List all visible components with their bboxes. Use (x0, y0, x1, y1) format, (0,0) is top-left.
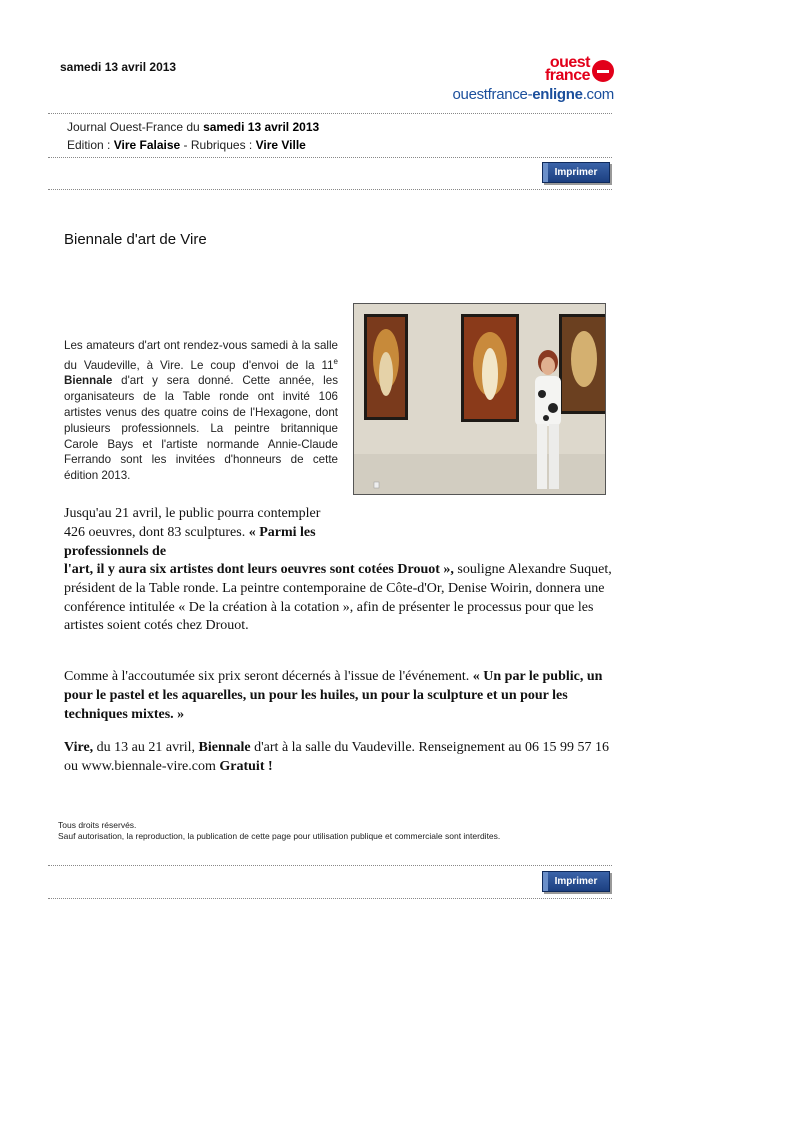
article-paragraph-3: Vire, du 13 au 21 avril, Biennale d'art à la salle du Vaudeville. Renseignement au 06 15 99 57 16 ou www.biennale-vire.com Gratuit ! (64, 740, 610, 774)
print-button[interactable]: Imprimer (542, 162, 610, 183)
divider (48, 865, 612, 866)
article-paragraph-2: Comme à l'accoutumée six prix seront décernés à l'issue de l'événement. « Un par le public, un pour le pastel et les aquarelles, un pour les huiles, un pour la sculpture et un pour les techniques mixtes. » (64, 669, 603, 722)
ouest-france-logo[interactable] (432, 56, 616, 106)
logo-brand: ouest france (544, 54, 590, 84)
logo-site: ouestfrance-enligne.com (452, 86, 614, 103)
notice-text: Sauf autorisation, la reproduction, la publication de cette page pour utilisation publique et commerciale sont interdites. (58, 831, 501, 841)
logo-mark-icon (592, 60, 614, 82)
article-paragraph-1b: l'art, il y aura six artistes dont leurs oeuvres sont cotées Drouot », souligne Alexandre Suquet, président de la Table ronde. La peintre contemporaine de Côte-d'Or, Denise Woirin, donnera une conférence intitulée « De la création à la cotation », afin de présenter le processus pour que les artistes soient cotés chez Drouot. (64, 562, 612, 634)
rights-text: Tous droits réservés. (58, 820, 137, 830)
page-date: samedi 13 avril 2013 (60, 60, 177, 74)
divider (48, 189, 612, 190)
divider (48, 157, 612, 158)
print-button-bottom[interactable]: Imprimer (542, 871, 610, 892)
copyright-notice (58, 820, 500, 842)
edition-line: Edition : Vire Falaise - Rubriques : Vire Ville (67, 138, 306, 152)
article-paragraph-1a: Jusqu'au 21 avril, le public pourra contempler 426 oeuvres, dont 83 sculptures. « Parmi les professionnels de (64, 506, 321, 559)
article-photo (353, 303, 606, 495)
journal-line: Journal Ouest-France du samedi 13 avril 2013 (67, 120, 320, 134)
article-title: Biennale d'art de Vire (64, 231, 207, 248)
divider (48, 898, 612, 899)
article-lead: Les amateurs d'art ont rendez-vous samedi à la salle du Vaudeville, à Vire. Le coup d'envoi de la 11e Biennale d'art y sera donné. Cette année, les organisateurs de la Table ronde ont invité 106 artistes venus des quatre coins de l'Hexagone, dont plusieurs professionnels. La peintre britannique Carole Bays et l'artiste normande Annie-Claude Ferrando sont les invitées d'honneurs de cette édition 2013. (64, 339, 338, 483)
divider (48, 113, 612, 114)
